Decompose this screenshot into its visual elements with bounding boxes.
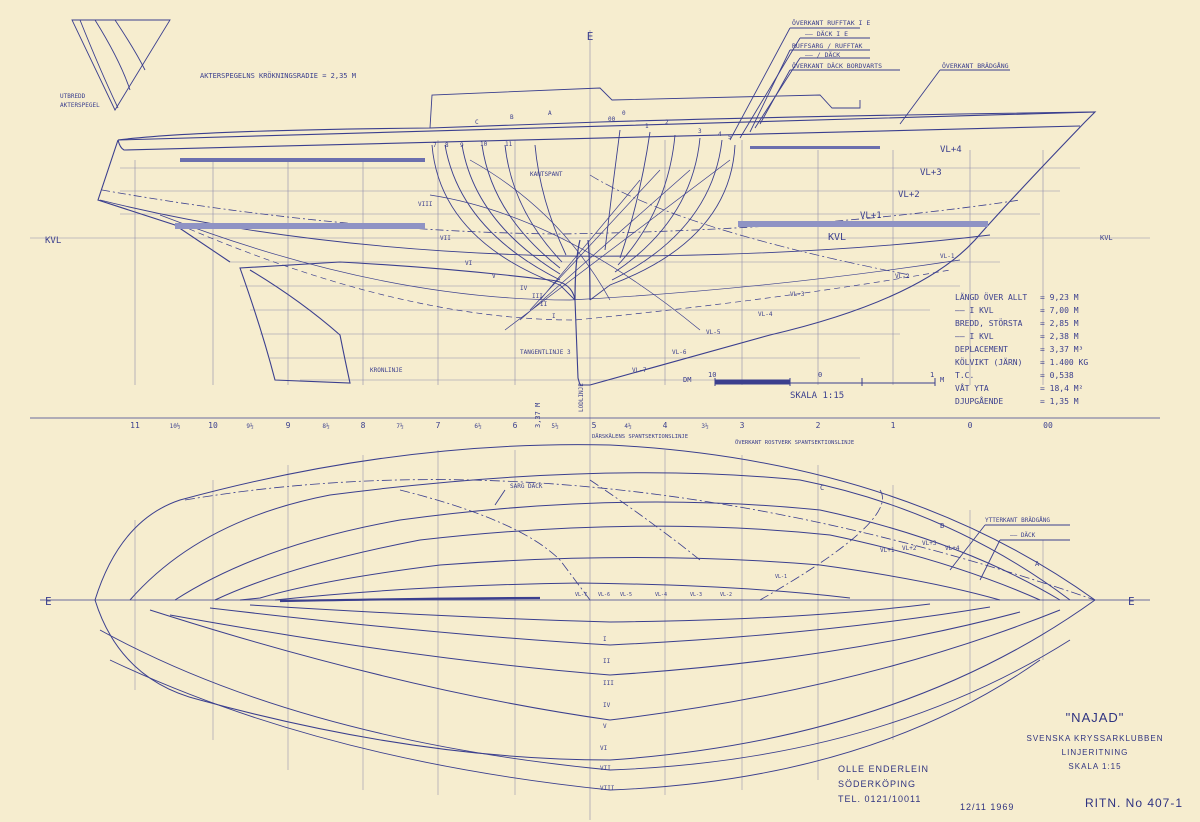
spec-row [955, 382, 1083, 393]
station-label: 6½ [474, 423, 482, 430]
roman-label: VIII [418, 201, 433, 208]
callout-label: ÖVERKANT RUFFTAK I E [792, 19, 871, 27]
station-label: 4½ [624, 423, 632, 430]
spec-label: —— I KVL [955, 332, 994, 341]
spec-value: = 3,37 M³ [1040, 345, 1084, 354]
station-label: 6 [512, 421, 518, 430]
station-label: 10 [208, 421, 218, 430]
plan-vl-label: VL+2 [902, 545, 917, 552]
vl-label: VL-3 [790, 291, 805, 298]
buttock-label: 10 [480, 141, 488, 148]
roman-label: VII [440, 235, 451, 242]
plan-point-label: C [820, 484, 825, 492]
station-label: 9½ [246, 423, 254, 430]
station-label: 5 [591, 421, 597, 430]
plan-roman-label: VI [600, 745, 608, 752]
vl-label: VL-2 [895, 273, 910, 280]
spec-value: = 18,4 M² [1040, 384, 1084, 393]
plan-roman-label: V [603, 723, 607, 730]
spec-value: = 2,38 M [1040, 332, 1079, 341]
utbredd-label: UTBREDD [60, 93, 86, 100]
kvl-mid-label: KVL [828, 232, 847, 243]
spec-label: LÄNGD ÖVER ALLT [955, 293, 1028, 302]
callout-label: —— / DÄCK [805, 51, 841, 59]
spantsektion-label: ÖVERKANT ROSTVERK SPANTSEKTIONSLINJE [735, 440, 855, 446]
buttock-label: 1 [645, 123, 649, 130]
buttock-label: B [510, 114, 514, 121]
specs-table [955, 292, 1088, 406]
plan-vl-label: VL-4 [655, 592, 668, 598]
buttock-label: 7 [433, 142, 437, 149]
station-labels [130, 421, 1053, 430]
scale-bar [715, 378, 935, 386]
sarg-label: SARG DÄCK [510, 483, 543, 490]
spec-row [955, 318, 1079, 328]
profile-hull-outline [98, 88, 1095, 385]
station-label: 8½ [322, 423, 330, 430]
spec-row [955, 332, 1079, 341]
plan-section-lines [185, 480, 1095, 600]
station-label: 9 [285, 421, 291, 430]
vl-label: VL-6 [672, 349, 687, 356]
station-label: 00 [1043, 421, 1053, 430]
spec-row [955, 345, 1083, 354]
spec-label: DJUPGÅENDE [955, 397, 1004, 406]
drawing-type: LINJERITNING [1061, 748, 1129, 757]
plan-vl-label: VL+3 [922, 540, 937, 547]
kvl-left-label: KVL [45, 236, 62, 246]
plan-vl-label: VL-3 [690, 592, 703, 598]
plan-vl-label: VL-2 [720, 592, 733, 598]
scale-tick-label: M [940, 376, 945, 384]
plan-vl-label: VL-1 [775, 574, 788, 580]
buttock-label: 2 [665, 119, 669, 126]
callout-label: —— DÄCK I E [805, 30, 849, 38]
vl-label: VL-1 [940, 253, 955, 260]
buttock-label: C [475, 119, 479, 126]
ytterkant-label: —— DÄCK [1010, 532, 1036, 539]
buttock-label: 4 [718, 131, 722, 138]
kantspant-label: KANTSPANT [530, 171, 563, 178]
station-label: 5½ [551, 423, 559, 430]
body-plan-sections [432, 130, 735, 300]
scale-caption: SKALA 1:15 [790, 391, 845, 401]
spantsektion-label: DÄRSKÄLENS SPANTSEKTIONSLINJE [592, 434, 689, 440]
akterspegel-label: AKTERSPEGEL [60, 102, 100, 109]
spec-value: = 0,538 [1040, 371, 1074, 380]
roman-label: IV [520, 285, 528, 292]
drawing-date: 12/11 1969 [960, 802, 1015, 812]
buttock-label: 11 [505, 141, 513, 148]
spec-value: = 7,00 M [1040, 306, 1079, 315]
station-label: 1 [890, 421, 896, 430]
buttock-label: 0 [622, 110, 626, 117]
plan-roman-label: IV [603, 702, 611, 709]
drawing-number: RITN. No 407-1 [1085, 796, 1184, 810]
spec-row [955, 371, 1074, 380]
callout-label: ÖVERKANT BRÄDGÅNG [942, 62, 1009, 70]
callout-label: ÖVERKANT DÄCK BORDVARTS [792, 62, 883, 70]
roman-label: I [552, 313, 556, 320]
boat-name: "NAJAD" [1065, 710, 1125, 725]
spec-label: DEPLACEMENT [955, 345, 1008, 354]
station-label: 2 [815, 421, 821, 430]
buttock-label: 5 [728, 134, 732, 141]
roman-label: VI [465, 260, 473, 267]
spec-value: = 1.400 KG [1040, 358, 1089, 367]
vl-label: VL+4 [940, 145, 962, 155]
roman-label: II [540, 301, 548, 308]
plan-vl-label: VL-7 [575, 592, 588, 598]
buttock-label: 00 [608, 116, 616, 123]
plan-roman-label: III [603, 680, 614, 687]
height-mark: 3,37 M [534, 402, 542, 428]
spec-value: = 9,23 M [1040, 293, 1079, 302]
buttock-label: 3 [698, 128, 702, 135]
scale-tick-label: 10 [708, 371, 717, 379]
vl-label: VL-4 [758, 311, 773, 318]
club-name: SVENSKA KRYSSARKLUBBEN [1026, 734, 1164, 743]
spec-row [955, 306, 1079, 315]
vl-label: VL+2 [898, 190, 920, 200]
station-label: 3 [739, 421, 745, 430]
centerline-mark-top: E [586, 30, 594, 43]
designer-town: SÖDERKÖPING [838, 779, 917, 789]
buttock-label: A [548, 110, 552, 117]
buttock-label: 8 [445, 142, 449, 149]
drawing-scale: SKALA 1:15 [1068, 762, 1122, 771]
station-label: 8 [360, 421, 366, 430]
station-label: 7½ [396, 423, 404, 430]
spec-value: = 1,35 M [1040, 397, 1079, 406]
callout-label: RUFFSARG / RUFFTAK [792, 42, 863, 50]
scale-tick-label: 1 [930, 371, 935, 379]
transom-sketch [72, 20, 170, 110]
plan-roman-label: I [603, 636, 607, 643]
station-label: 0 [967, 421, 973, 430]
plan-roman-label: VII [600, 765, 611, 772]
lodlinje-label: LODLINJE [578, 383, 585, 412]
plan-vl-label: VL+1 [880, 547, 895, 554]
akterspegel-note: AKTERSPEGELNS KRÖKNINGSRADIE = 2,35 M [200, 72, 356, 80]
vl-label: VL+3 [920, 168, 942, 178]
vl-label: VL+1 [860, 211, 882, 221]
roman-label: V [492, 273, 496, 280]
plan-roman-label: VIII [600, 785, 615, 792]
title-block [838, 710, 1183, 812]
scale-unit-label: DM [683, 376, 692, 384]
plan-point-label: A [1035, 560, 1040, 568]
tangentlinje-label: TANGENTLINJE 3 [520, 349, 571, 356]
profile-buttock-lines [160, 160, 960, 330]
plan-roman-label: II [603, 658, 611, 665]
scale-tick-label: 0 [818, 371, 823, 379]
centerline-mark-right: E [1128, 595, 1135, 608]
kronlinje-label: KRONLINJE [370, 367, 403, 374]
spec-label: BREDD, STÖRSTA [955, 319, 1023, 328]
designer-phone: TEL. 0121/10011 [838, 794, 922, 804]
station-label: 7 [435, 421, 441, 430]
callout-labels [792, 18, 1009, 70]
vl-label: VL-5 [706, 329, 721, 336]
roman-label: III [532, 293, 543, 300]
plan-vl-label: VL+4 [945, 545, 960, 552]
vl-label: VL-7 [632, 367, 647, 374]
plan-vl-label: VL-5 [620, 592, 633, 598]
spec-row [955, 292, 1079, 302]
spec-label: KÖLVIKT (JÄRN) [955, 358, 1023, 367]
spec-row [955, 395, 1079, 406]
callout-leaders [730, 28, 1010, 140]
kvl-right-label: KVL [1100, 234, 1113, 242]
plan-point-label: B [940, 522, 945, 530]
spec-row [955, 357, 1088, 367]
spec-value: = 2,85 M [1040, 319, 1079, 328]
designer-name: OLLE ENDERLEIN [838, 764, 930, 774]
station-label: 10½ [169, 423, 181, 430]
centerline-mark-left: E [45, 595, 52, 608]
spec-label: —— I KVL [955, 306, 994, 315]
station-label: 11 [130, 421, 140, 430]
buttock-label: 9 [460, 142, 464, 149]
spec-label: T.C. [955, 371, 975, 380]
ytterkant-label: YTTERKANT BRÄDGÅNG [985, 517, 1051, 524]
plan-vl-label: VL-6 [598, 592, 611, 598]
station-label: 3½ [701, 423, 709, 430]
station-label: 4 [662, 421, 668, 430]
spec-label: VÅT YTA [955, 384, 989, 393]
scale-bar-labels [683, 371, 944, 401]
